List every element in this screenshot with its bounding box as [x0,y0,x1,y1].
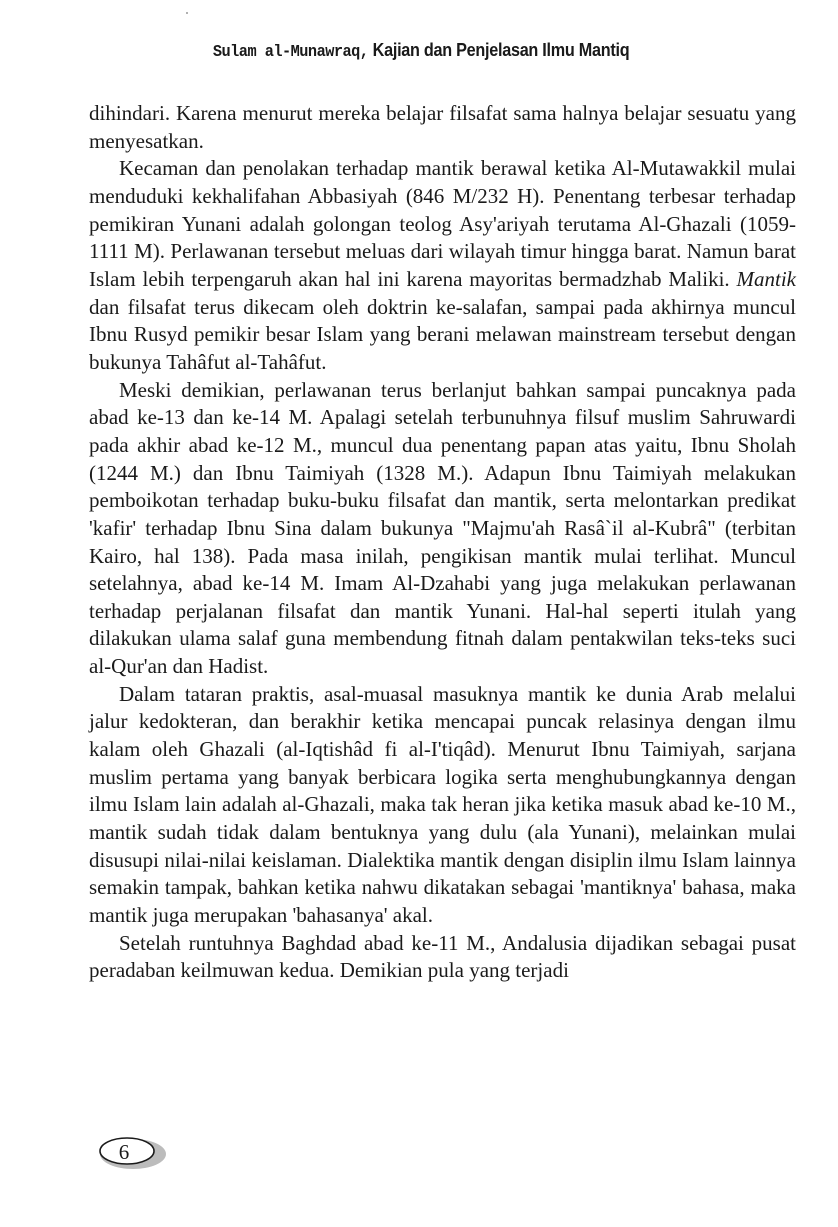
paragraph-meski-demikian: Meski demikian, perlawanan terus berlanjut bahkan sampai puncaknya pada abad ke-13 dan ke-14 M. Apalagi setelah terbunuhnya filsuf muslim Sahruwardi pada akhir abad ke-12 M., muncul dua penentang papan atas yaitu, Ibnu Sholah (1244 M.) dan Ibnu Taimiyah (1328 M.). Adapun Ibnu Taimiyah melakukan pemboikotan terhadap buku-buku filsafat dan mantik, serta melontarkan predikat 'kafir' terhadap Ibnu Sina dalam bukunya "Majmu'ah Rasâ`il al-Kubrâ" (terbitan Kairo, hal 138). Pada masa inilah, pengikisan mantik mulai terlihat. Muncul setelahnya, abad ke-14 M. Imam Al-Dzahabi yang juga melakukan perlawanan terhadap perjalanan filsafat dan mantik Yunani. Hal-hal seperti itulah yang dilakukan ulama salaf guna membendung fitnah dalam pentakwilan teks-teks suci al-Qur'an dan Hadist. [89,377,796,679]
page-number-badge [96,1133,168,1173]
paragraph-runtuhnya-baghdad: Setelah runtuhnya Baghdad abad ke-11 M., Andalusia dijadikan sebagai pusat peradaban keilmuwan kedua. Demikian pula yang terjadi [89,930,796,983]
paragraph-text: Kecaman dan penolakan terhadap mantik berawal ketika Al-Mutawakkil mulai menduduki kekhalifahan Abbasiyah (846 M/232 H). Penentang terbesar terhadap pemikiran Yunani adalah golongan teolog Asy'ariyah terutama Al-Ghazali (1059-1111 M). Perlawanan tersebut meluas dari wilayah timur hingga barat. Namun barat Islam lebih terpengaruh akan hal ini karena mayoritas bermadzhab Maliki. [89,156,796,291]
paragraph-kecaman [89,155,796,376]
paragraph-text-continued: dan filsafat terus dikecam oleh doktrin ke-salafan, sampai pada akhirnya muncul Ibnu Rusyd pemikir besar Islam yang berani melawan mainstream tersebut dengan bukunya Tahâfut al-Tahâfut. [89,294,796,374]
paragraph-tataran-praktis: Dalam tataran praktis, asal-muasal masuknya mantik ke dunia Arab melalui jalur kedokteran, dan berakhir ketika mencapai puncak relasinya dengan ilmu kalam oleh Ghazali (al-Iqtishâd fi al-I'tiqâd). Menurut Ibnu Taimiyah, sarjana muslim pertama yang banyak berbicara logika serta menghubungkannya dengan ilmu Islam lain adalah al-Ghazali, maka tak heran jika ketika masuk abad ke-10 M., mantik sudah tidak dalam bentuknya yang dulu (ala Yunani), melainkan mulai disusupi nilai-nilai keislaman. Dialektika mantik dengan disiplin ilmu Islam lainnya semakin tampak, bahkan ketika nahwu dikatakan sebagai 'mantiknya' bahasa, maka mantik juga merupakan 'bahasanya' akal. [89,681,796,928]
page-body [89,100,796,985]
header-book-title: Sulam al-Munawraq, [212,43,369,62]
header-book-subtitle: Kajian dan Penjelasan Ilmu Mantiq [368,40,630,60]
paragraph-continued: dihindari. Karena menurut mereka belajar filsafat sama halnya belajar sesuatu yang menyesatkan. [89,101,796,153]
scan-speck [186,12,188,14]
italic-term: Mantik [736,266,796,291]
page-number: 6 [118,1140,130,1164]
running-header [44,40,798,62]
